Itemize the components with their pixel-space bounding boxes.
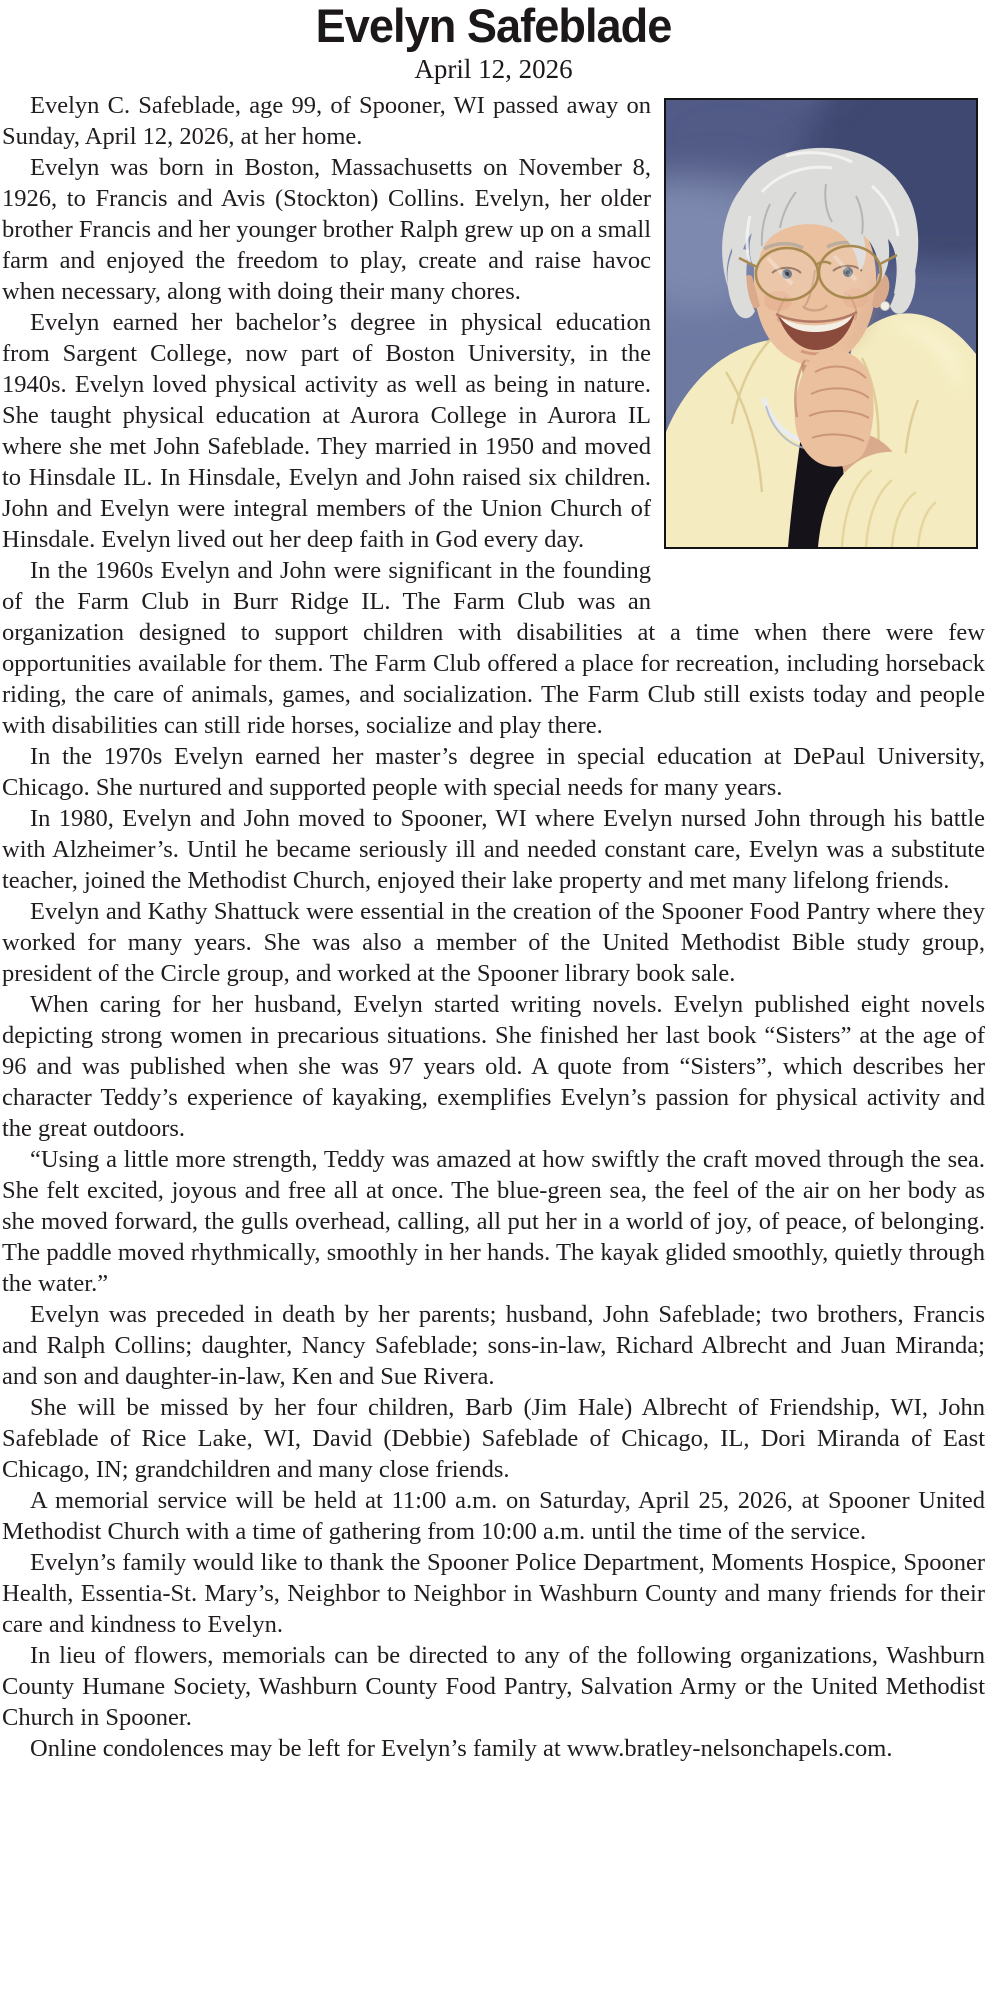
obituary-header [2,0,985,86]
obituary-paragraph: She will be missed by her four children, Barb (Jim Hale) Albrecht of Friendship, WI, John Safeblade of Rice Lake, WI, David (Debbie) Safeblade of Chicago, IL, Dori Miranda of East Chicago, IN; grandchildren and many close friends. [2,1394,985,1483]
obituary-paragraph: A memorial service will be held at 11:00 a.m. on Saturday, April 25, 2026, at Spooner United Methodist Church with a time of gathering from 10:00 a.m. until the time of the service. [2,1487,985,1545]
obituary-paragraph: Online condolences may be left for Evelyn’s family at www.bratley-nelsonchapels.com. [30,1735,893,1762]
obituary-paragraph: Evelyn was preceded in death by her parents; husband, John Safeblade; two brothers, Francis and Ralph Collins; daughter, Nancy Safeblade; sons-in-law, Richard Albrecht and Juan Miranda; and son and daughter-in-law, Ken and Sue Rivera. [2,1301,985,1390]
obituary-title: Evelyn Safeblade [315,0,672,52]
obituary-paragraph: Evelyn earned her bachelor’s degree in physical education from Sargent College, now part of Boston University, in the 1940s. Evelyn loved physical activity as well as being in nature. She taught physical education at Aurora College in Aurora IL where she met John Safeblade. They married in 1950 and moved to Hinsdale IL. In Hinsdale, Evelyn and John raised six children. John and Evelyn were integral members of the Union Church of Hinsdale. Evelyn lived out her deep faith in God every day. [2,309,651,553]
obituary-paragraph: In lieu of flowers, memorials can be directed to any of the following organizations, Washburn County Humane Society, Washburn County Food Pantry, Salvation Army or the United Methodist Church in Spooner. [2,1642,985,1731]
portrait-photo [664,98,978,549]
pearl-earring [881,302,890,311]
obituary-paragraph: In the 1970s Evelyn earned her master’s degree in special education at DePaul University, Chicago. She nurtured and supported people with special needs for many years. [2,743,985,801]
obituary-paragraph: In 1980, Evelyn and John moved to Spooner, WI where Evelyn nursed John through his battle with Alzheimer’s. Until he became seriously ill and needed constant care, Evelyn was a substitute teacher, joined the Methodist Church, enjoyed their lake property and met many lifelong friends. [2,805,985,894]
obituary-paragraph: Evelyn’s family would like to thank the Spooner Police Department, Moments Hospice, Spooner Health, Essentia-St. Mary’s, Neighbor to Neighbor in Washburn County and many friends for their care and kindness to Evelyn. [2,1549,985,1638]
obituary-date: April 12, 2026 [414,54,573,84]
obituary-paragraph: In the 1960s Evelyn and John were significant in the founding of the Farm Club in Burr Ridge IL. The Farm Club was an organization designed to support children with disabilities at a time when there were few opportunities available for them. The Farm Club offered a place for recreation, including horseback riding, the care of animals, games, and socialization. The Farm Club still exists today and people with disabilities can still ride horses, socialize and play there. [2,557,985,739]
obituary-paragraph: Evelyn was born in Boston, Massachusetts on November 8, 1926, to Francis and Avis (Stockton) Collins. Evelyn, her older brother Francis and her younger brother Ralph grew up on a small farm and enjoyed the freedom to play, create and raise havoc when necessary, along with doing their many chores. [2,154,651,305]
obituary-paragraph: When caring for her husband, Evelyn started writing novels. Evelyn published eight novels depicting strong women in precarious situations. She finished her last book “Sisters” at the age of 96 and was published when she was 97 years old. A quote from “Sisters”, which describes her character Teddy’s experience of kayaking, exemplifies Evelyn’s passion for physical activity and the great outdoors. [2,991,985,1142]
obituary-body [2,90,985,1764]
portrait-illustration [666,100,976,547]
obituary-paragraph: Evelyn C. Safeblade, age 99, of Spooner, WI passed away on Sunday, April 12, 2026, at her home. [2,92,651,150]
obituary-paragraph: “Using a little more strength, Teddy was amazed at how swiftly the craft moved through the sea. She felt excited, joyous and free all at once. The blue-green sea, the feel of the air on her body as she moved forward, the gulls overhead, calling, all put her in a world of joy, of peace, of belonging. The paddle moved rhythmically, smoothly in her hands. The kayak glided smoothly, quietly through the water.” [2,1146,985,1297]
obituary-paragraph: Evelyn and Kathy Shattuck were essential in the creation of the Spooner Food Pantry where they worked for many years. She was also a member of the United Methodist Bible study group, president of the Circle group, and worked at the Spooner library book sale. [2,898,985,987]
